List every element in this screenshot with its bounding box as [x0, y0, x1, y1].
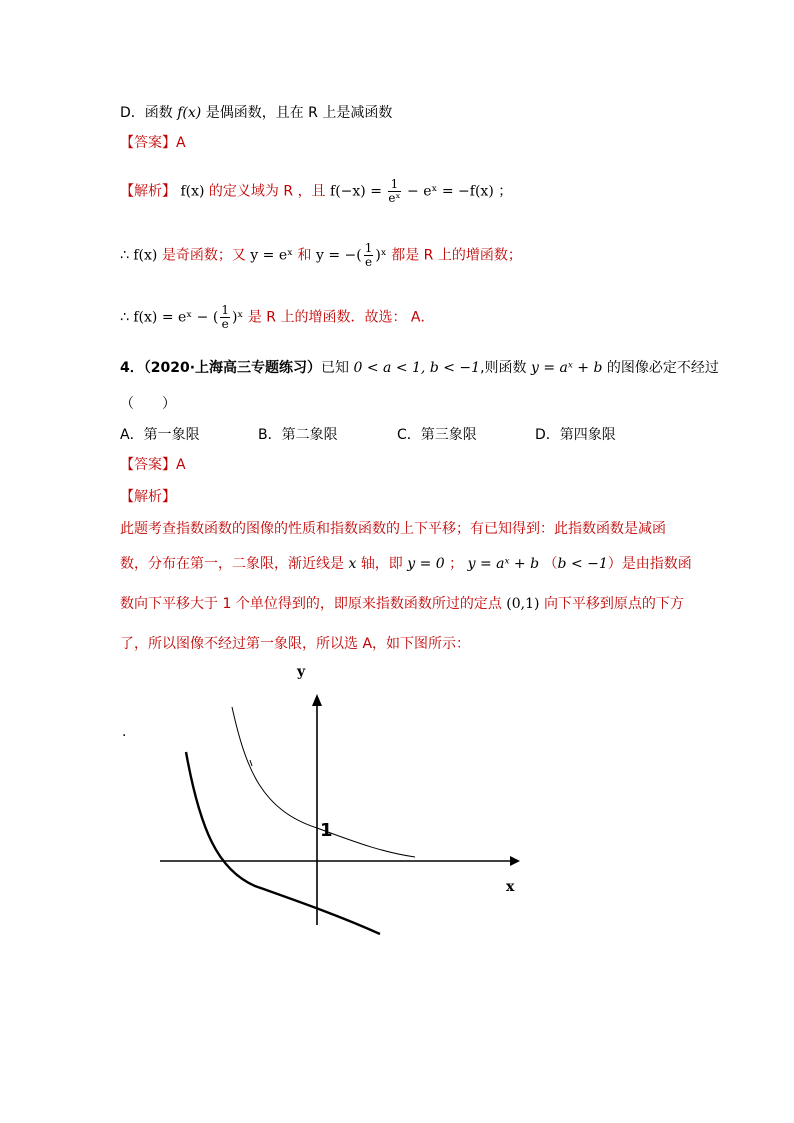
- analysis-4-p2a: 数，分布在第一，二象限，渐近线是: [120, 556, 344, 572]
- question-text2: ,则函数: [480, 360, 527, 376]
- analysis-2-text3: 上的增函数；: [437, 247, 522, 264]
- answer-2-label: 【答案】: [120, 457, 176, 473]
- question-text1: 已知: [321, 360, 350, 376]
- analysis-2-y2-right: )ˣ: [375, 247, 387, 264]
- analysis-1-eq-left: f(−x) =: [330, 183, 382, 200]
- analysis-4-p3pt: (0,1): [506, 596, 540, 612]
- analysis-1-text2: ，且: [297, 183, 326, 200]
- analysis-4-p3c: 向下平移到原点的下方: [543, 596, 684, 612]
- analysis-3-choice: A．: [410, 309, 435, 326]
- x-axis-arrow: [510, 856, 520, 866]
- one-mark: 1: [320, 820, 333, 841]
- analysis-1-label: 【解析】: [120, 183, 176, 200]
- analysis-4-p3b: 个单位得到的，即原来指数函数所过的定点: [235, 596, 502, 612]
- analysis-4-p2cond: b < −1: [557, 556, 608, 572]
- analysis-3-text2: 上的增函数．故选：: [280, 309, 407, 326]
- analysis-2-and: 和: [297, 247, 312, 264]
- fraction-numerator: 1: [364, 241, 373, 255]
- answer-1-value: A: [176, 135, 186, 151]
- analysis-3-R: R: [266, 309, 277, 326]
- question-source: （2020·上海高三专题练习）: [143, 360, 322, 376]
- answer-blank: （ ）: [120, 396, 176, 412]
- analysis-2-y1: y = eˣ: [250, 247, 294, 264]
- analysis-1-end: ；: [498, 183, 513, 200]
- x-axis-label: x: [506, 879, 515, 895]
- analysis-1-eq-right: − eˣ = −f(x): [407, 183, 494, 200]
- analysis-1-R: R: [283, 183, 294, 200]
- fraction-denominator: eˣ: [388, 191, 401, 205]
- option-d-text2: 上是减函数: [322, 105, 393, 121]
- analysis-2-text2: 都是: [391, 247, 420, 264]
- option-c: C．第三象限: [397, 427, 477, 443]
- analysis-3-eq-right: )ˣ: [231, 309, 244, 326]
- analysis-4-p2eq: y = 0: [407, 556, 445, 572]
- analysis-2-fx: f(x): [133, 247, 158, 264]
- stray-dot: .: [122, 724, 127, 740]
- option-d-text1: 是偶函数，且在: [205, 105, 304, 121]
- analysis-4-p4-text: 了，所以图像不经过第一象限，所以选 A，如下图所示：: [120, 636, 471, 652]
- option-d-fx: f(x): [177, 105, 202, 121]
- curve-tick: [250, 760, 252, 766]
- option-d-R: R: [308, 105, 318, 121]
- analysis-4-p3a: 数向下平移大于: [120, 596, 218, 612]
- option-d-prefix: D．函数: [120, 105, 173, 121]
- answer-1-label: 【答案】: [120, 135, 176, 151]
- fraction-numerator: 1: [388, 178, 400, 192]
- analysis-4-p2d: （: [543, 556, 558, 572]
- analysis-4-p1-text: 此题考查指数函数的图像的性质和指数函数的上下平移；有已知得到：此指数函数是减函: [120, 521, 666, 537]
- analysis-4-p2b: 轴，即: [360, 556, 403, 572]
- option-a: A．第一象限: [120, 427, 200, 443]
- analysis-3-text1: 是: [247, 309, 262, 326]
- analysis-4-p2x: x: [348, 556, 357, 572]
- question-function: y = aˣ + b: [530, 360, 603, 376]
- therefore-symbol: ∴: [120, 309, 129, 326]
- y-axis-label: y: [297, 664, 306, 680]
- y-axis-arrow: [312, 694, 322, 706]
- question-condition: 0 < a < 1, b < −1: [353, 360, 481, 376]
- fraction-denominator: e: [221, 317, 229, 331]
- curve-shifted: [186, 752, 380, 934]
- option-d: D．第四象限: [535, 427, 616, 443]
- fraction-denominator: e: [364, 255, 373, 269]
- analysis-2-text1: 是奇函数；又: [161, 247, 246, 264]
- analysis-4-p3one: 1: [222, 596, 232, 612]
- fraction-numerator: 1: [221, 303, 229, 317]
- analysis-4-p2c: ；: [449, 556, 464, 572]
- option-b: B．第二象限: [258, 427, 338, 443]
- question-text3: 的图像必定不经过: [606, 360, 719, 376]
- analysis-1-text1: 的定义域为: [208, 183, 279, 200]
- analysis-2-y2-left: y = −(: [315, 247, 362, 264]
- question-number: 4．: [120, 360, 144, 376]
- therefore-symbol: ∴: [120, 247, 129, 264]
- analysis-3-eq-left: f(x) = eˣ − (: [133, 309, 219, 326]
- analysis-1-fx: f(x): [180, 183, 205, 200]
- analysis-4-label-text: 【解析】: [120, 489, 176, 505]
- analysis-2-R: R: [423, 247, 434, 264]
- answer-2-value: A: [176, 457, 186, 473]
- analysis-4-p2func: y = aˣ + b: [467, 556, 540, 572]
- analysis-4-p2e: ）是由指数函: [607, 556, 692, 572]
